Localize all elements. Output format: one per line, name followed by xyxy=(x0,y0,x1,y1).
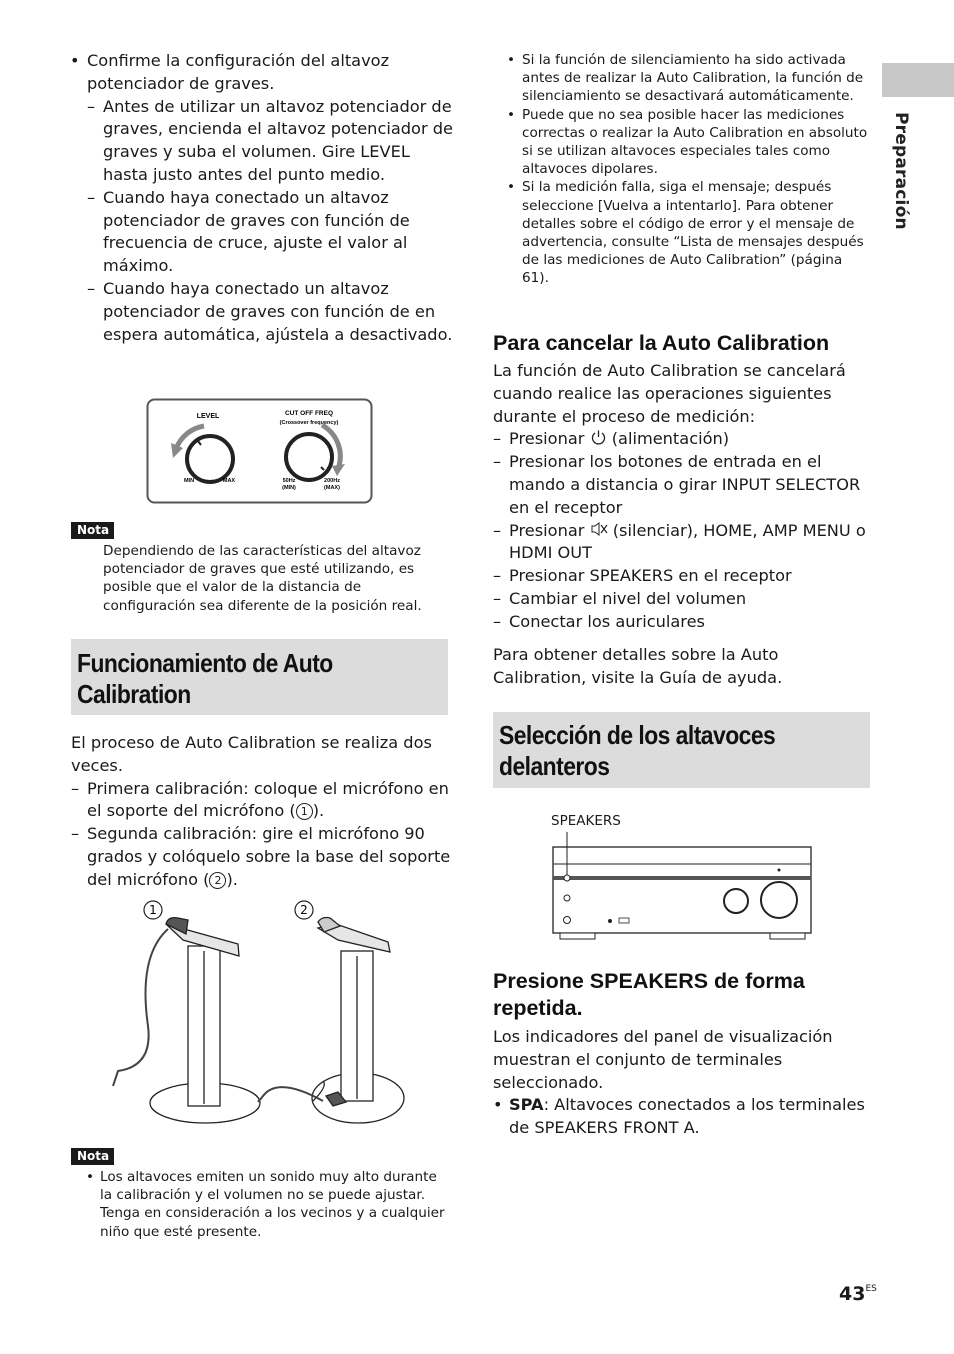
press-speakers-description: Los indicadores del panel de visualización muestran el conjunto de terminales seleccionado. • SPA: Altavoces conectados a los terminales de SPEAKERS FRONT A. xyxy=(493,1026,871,1140)
note-dipole: Puede que no sea posible hacer las mediciones correctas o realizar la Auto Calibration en absoluto si se utilizan altavoces especiales tales como altavoces dipolares. xyxy=(522,106,868,178)
note-mute: Si la función de silenciamiento ha sido activada antes de realizar la Auto Calibration, la función de silenciamiento se desactivará automáticamente. xyxy=(522,52,864,105)
cancel-power-label: (alimentación) xyxy=(611,429,730,449)
sub-item-level: Antes de utilizar un altavoz potenciador de graves, encienda el altavoz potenciador de graves y suba el volumen. Gire LEVEL hasta justo antes del punto medio. xyxy=(103,96,453,184)
number-1-icon: 1 xyxy=(296,803,313,820)
level-label: LEVEL xyxy=(196,413,220,420)
nota-2-bullet: • Los altavoces emiten un sonido muy alto durante la calibración y el volumen no se puede ajustar. Tenga en consideración a los vecinos y a cualquier niño que esté presente. xyxy=(86,1169,445,1240)
cancel-headphones: Conectar los auriculares xyxy=(509,611,705,631)
microphone-stand-illustration xyxy=(108,896,413,1128)
cancel-speakers: Presionar SPEAKERS en el receptor xyxy=(509,566,792,586)
crossover-label: (Crossover frequency) xyxy=(279,420,339,426)
step2-end: ). xyxy=(226,869,238,889)
page-number-value: 43 xyxy=(839,1283,866,1305)
subwoofer-knobs-figure xyxy=(146,398,374,505)
nota-text-2: Los altavoces emiten un sonido muy alto durante la calibración y el volumen no se puede ajustar. Tenga en consideración a los vecinos y a cualquier niño que esté presente. xyxy=(100,1169,445,1240)
cancel-inputs: Presionar los botones de entrada en el mando a distancia o girar INPUT SELECTOR en el receptor xyxy=(509,452,861,517)
spa-description: : Altavoces conectados a los terminales de SPEAKERS FRONT A. xyxy=(509,1095,865,1138)
auto-calibration-steps: El proceso de Auto Calibration se realiza dos veces. – Primera calibración: coloque el micrófono en el soporte del micrófono ( 1 ). – Segunda calibración: gire el micrófono 90 grados y colóquelo sobre la base del soporte del micrófono ( 2 ). xyxy=(71,733,451,889)
press-speakers-heading: Presione SPEAKERS de forma repetida. xyxy=(493,969,805,1020)
step2-text: Segunda calibración: gire el micrófono 90 grados y colóquelo sobre la base del soporte del micrófono ( xyxy=(87,824,451,889)
side-tab-label: Preparación xyxy=(891,112,911,230)
sub-item-standby: Cuando haya conectado un altavoz potenciador de graves con función de en espera automática, ajústela a desactivado. xyxy=(103,278,453,344)
figure-number-2: 2 xyxy=(300,903,308,917)
hz200-max: (MAX) xyxy=(324,485,340,491)
step1-end: ). xyxy=(312,801,325,821)
cancel-heading: Para cancelar la Auto Calibration xyxy=(493,331,830,355)
step1-text: Primera calibración: coloque el micrófono en el soporte del micrófono ( xyxy=(87,778,449,821)
speakers-callout-label: SPEAKERS xyxy=(551,813,621,829)
section-heading-front-speakers xyxy=(493,712,870,788)
cancel-power: Presionar xyxy=(509,429,585,449)
bullet-text: Confirme la configuración del altavoz potenciador de graves. xyxy=(87,51,390,93)
hz50-min: (MIN) xyxy=(282,485,296,491)
number-2-icon: 2 xyxy=(209,872,226,889)
mute-icon xyxy=(590,521,608,537)
level-min: MIN xyxy=(183,478,195,484)
sub-item-crossover: Cuando haya conectado un altavoz potenciador de graves con función de frecuencia de cruce, ajuste el valor al máximo. xyxy=(103,187,410,276)
nota-badge-1: Nota xyxy=(71,519,114,539)
page-number xyxy=(839,1283,877,1305)
cancel-volume: Cambiar el nivel del volumen xyxy=(509,588,747,608)
page-number-suffix: ES xyxy=(865,1284,877,1294)
intro-text: El proceso de Auto Calibration se realiza dos veces. xyxy=(71,733,432,775)
hz200-label: 200Hz xyxy=(324,478,340,484)
indicator-text: Los indicadores del panel de visualización muestran el conjunto de terminales seleccionado. xyxy=(493,1027,833,1092)
level-max: MAX xyxy=(222,478,236,484)
hz50-label: 50Hz xyxy=(282,478,296,484)
power-icon xyxy=(590,429,607,446)
cancel-mute: Presionar xyxy=(509,520,585,540)
subwoofer-check-bullet: • Confirme la configuración del altavoz potenciador de graves. – Antes de utilizar un altavoz potenciador de graves, encienda el altavoz potenciador de graves y suba el volumen. Gire LEVEL hasta justo antes del punto medio. – Cuando haya conectado un altavoz potenciador de graves con función de frecuencia de cruce, ajuste el valor al máximo. – Cuando haya conectado un altavoz potenciador de graves con función de en espera automática, ajústela a desactivado. xyxy=(70,51,453,344)
figure-number-1: 1 xyxy=(149,903,157,917)
auto-calibration-notes: • Si la función de silenciamiento ha sido activada antes de realizar la Auto Calibration, la función de silenciamiento se desactivará automáticamente. • Puede que no sea posible hacer las mediciones correctas o realizar la Auto Calibration en absoluto si se utilizan altavoces especiales tales como altavoces dipolares. • Si la medición falla, siga el mensaje; después seleccione [Vuelva a intentarlo]. Para obtener detalles sobre el código de error y el mensaje de advertencia, consulte “Lista de mensajes después de las mediciones de Auto Calibration” (página 61). xyxy=(507,52,868,287)
note-measurement-fail: Si la medición falla, siga el mensaje; después seleccione [Vuelva a intentarlo]. Para obtener detalles sobre el código de error y el mensaje de advertencia, consulte “Lista de mensajes después de las mediciones de Auto Calibration” (página 61). xyxy=(522,179,864,287)
cancel-section: La función de Auto Calibration se cancelará cuando realice las operaciones siguientes durante el proceso de medición: – Presionar (alimentación) – Presionar los botones de entrada en el mando a distancia o girar INPUT SELECTOR en el receptor – Presionar (silenciar), HOME, AMP MENU o HDMI OUT – Presionar SPEAKERS en el receptor – Cambiar el nivel del volumen – Conectar los auriculares xyxy=(493,360,868,634)
section-heading-auto-calibration xyxy=(71,639,448,715)
spa-label: SPA xyxy=(509,1095,544,1115)
nota-badge-2: Nota xyxy=(71,1145,114,1165)
help-guide-text: Para obtener detalles sobre la Auto Calibration, visite la Guía de ayuda. xyxy=(493,645,783,687)
cutoff-label: CUT OFF FREQ xyxy=(284,410,334,417)
side-tab-marker xyxy=(882,63,954,97)
cancel-mute-label: (silenciar), HOME, AMP MENU o HDMI OUT xyxy=(509,520,866,563)
section-title-speakers: Selección de los altavoces delanteros xyxy=(499,720,776,781)
nota-text-1: Dependiendo de las características del altavoz potenciador de graves que esté utilizando, es posible que el valor de la distancia de configuración sea diferente de la posición real. xyxy=(103,543,422,614)
receiver-front-panel-illustration xyxy=(550,832,815,942)
section-title: Funcionamiento de Auto Calibration xyxy=(77,648,333,709)
cancel-intro: La función de Auto Calibration se cancelará cuando realice las operaciones siguientes durante el proceso de medición: xyxy=(493,361,846,426)
